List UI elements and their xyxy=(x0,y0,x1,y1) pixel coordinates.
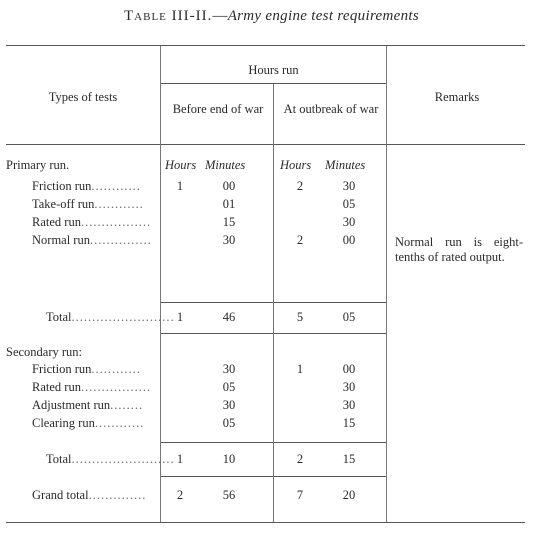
cell-after-minutes: 15 xyxy=(342,416,356,430)
cell-after-minutes: 15 xyxy=(342,452,356,466)
dot-leader: ................. xyxy=(80,215,152,229)
cell-after-minutes: 30 xyxy=(342,215,356,229)
cell-after-minutes: 00 xyxy=(342,233,356,247)
row-label: Friction run............ xyxy=(32,362,141,376)
dot-leader: ........ xyxy=(110,398,144,412)
row-label: Take-off run............ xyxy=(32,197,144,211)
subheader-before-minutes: Minutes xyxy=(205,158,246,172)
cell-before-minutes: 10 xyxy=(222,452,236,466)
header-before-end-of-war: Before end of war xyxy=(172,102,264,116)
cell-after-minutes: 30 xyxy=(342,380,356,394)
dot-leader: ......................... xyxy=(71,452,175,466)
dot-leader: ............ xyxy=(91,179,141,193)
cell-before-hours: 1 xyxy=(176,310,184,324)
row-label: Normal run............... xyxy=(32,233,152,247)
header-at-outbreak-of-war: At outbreak of war xyxy=(283,102,379,116)
cell-before-minutes: 56 xyxy=(222,488,236,502)
cell-after-hours: 5 xyxy=(296,310,304,324)
cell-after-hours: 2 xyxy=(296,452,304,466)
cell-before-minutes: 30 xyxy=(222,233,236,247)
header-remarks: Remarks xyxy=(434,90,480,104)
cell-before-hours: 1 xyxy=(176,179,184,193)
cell-before-minutes: 01 xyxy=(222,197,236,211)
row-label: Total......................... xyxy=(46,452,175,466)
dot-leader: .............. xyxy=(88,488,147,502)
cell-after-minutes: 05 xyxy=(342,197,356,211)
cell-before-minutes: 00 xyxy=(222,179,236,193)
cell-after-minutes: 20 xyxy=(342,488,356,502)
col-divider-3 xyxy=(386,46,387,522)
cell-after-hours: 1 xyxy=(296,362,304,376)
row-label: Adjustment run........ xyxy=(32,398,144,412)
cell-before-minutes: 46 xyxy=(222,310,236,324)
dot-leader: ............ xyxy=(94,197,144,211)
header-hours-run: Hours run xyxy=(248,63,299,77)
subheader-before-hours: Hours xyxy=(165,158,197,172)
table-label: Table III-II. xyxy=(124,8,213,24)
dot-leader: ............... xyxy=(89,233,152,247)
dot-leader: ............ xyxy=(94,416,145,430)
cell-before-minutes: 05 xyxy=(222,416,236,430)
header-bottom-rule xyxy=(6,144,525,145)
dot-leader: ......................... xyxy=(71,310,175,324)
col-divider-2 xyxy=(273,84,274,522)
title-dash: — xyxy=(212,8,228,24)
cell-before-hours: 1 xyxy=(176,452,184,466)
row-label: Rated run................. xyxy=(32,380,152,394)
table-caption: Army engine test requirements xyxy=(227,8,419,24)
primary-section-label: Primary run. xyxy=(6,158,70,172)
top-rule xyxy=(6,45,525,46)
dot-leader: ................. xyxy=(80,380,152,394)
col-divider-1 xyxy=(160,46,161,522)
cell-before-hours: 2 xyxy=(176,488,184,502)
cell-after-minutes: 30 xyxy=(342,398,356,412)
cell-after-minutes: 05 xyxy=(342,310,356,324)
cell-before-minutes: 30 xyxy=(222,398,236,412)
remark-normal-run: Normal run is eight-tenths of rated output. xyxy=(395,235,523,264)
row-label: Rated run................. xyxy=(32,215,152,229)
row-label: Grand total.............. xyxy=(32,488,147,502)
secondary-section-label: Secondary run: xyxy=(6,345,83,359)
cell-after-hours: 2 xyxy=(296,233,304,247)
row-label: Friction run............ xyxy=(32,179,141,193)
table-title xyxy=(0,8,543,25)
cell-after-minutes: 00 xyxy=(342,362,356,376)
bottom-rule xyxy=(6,522,525,523)
cell-before-minutes: 05 xyxy=(222,380,236,394)
cell-after-hours: 7 xyxy=(296,488,304,502)
subheader-after-hours: Hours xyxy=(280,158,312,172)
row-label: Total......................... xyxy=(46,310,175,324)
dot-leader: ............ xyxy=(91,362,141,376)
cell-after-hours: 2 xyxy=(296,179,304,193)
header-types-of-tests: Types of tests xyxy=(48,90,118,104)
row-label: Clearing run............ xyxy=(32,416,145,430)
cell-after-minutes: 30 xyxy=(342,179,356,193)
cell-before-minutes: 30 xyxy=(222,362,236,376)
cell-before-minutes: 15 xyxy=(222,215,236,229)
subheader-after-minutes: Minutes xyxy=(325,158,366,172)
